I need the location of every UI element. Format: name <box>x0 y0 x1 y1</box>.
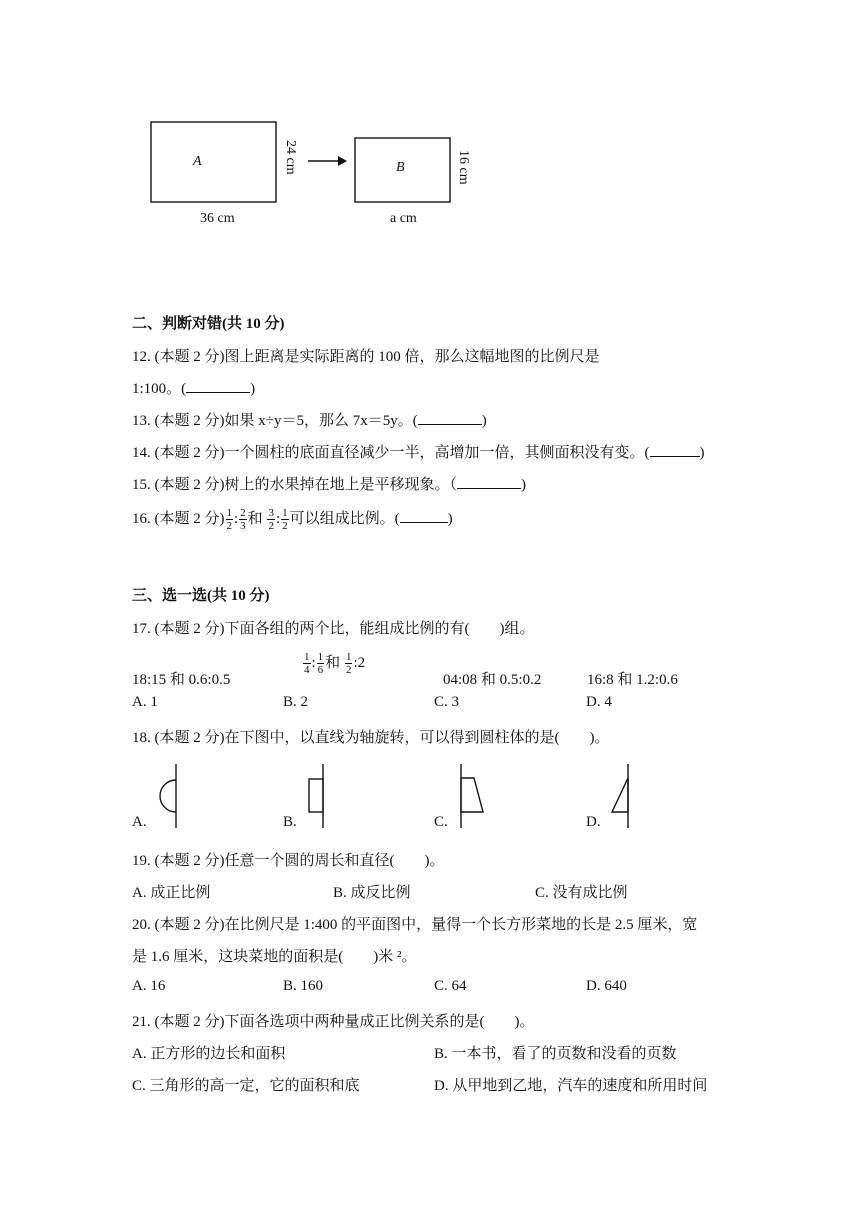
fraction <box>303 651 311 676</box>
question-14 <box>132 441 705 462</box>
q20-option-d[interactable]: D. 640 <box>586 978 627 994</box>
fraction-numerator: 1 <box>317 651 324 664</box>
q21-option-b[interactable]: B. 一本书，看了的页数和没看的页数 <box>434 1046 677 1062</box>
q20-option-a[interactable]: A. 16 <box>132 978 166 994</box>
fraction-numerator: 1 <box>304 651 310 664</box>
fraction-denominator: 4 <box>304 664 310 677</box>
question-19: 19. (本题 2 分)任意一个圆的周长和直径( )。 <box>132 853 445 869</box>
rectangle-figure <box>0 0 868 240</box>
rectangle-a-width-label: 36 cm <box>200 211 235 226</box>
q17-option-a[interactable]: A. 1 <box>132 694 158 710</box>
q19-option-b[interactable]: B. 成反比例 <box>333 885 411 901</box>
rectangle-a-label: A <box>193 154 202 169</box>
fraction-numerator: 1 <box>282 507 288 520</box>
rectangle-b-height-label: 16 cm <box>456 150 471 185</box>
question-14-text: 14. (本题 2 分)一个圆柱的底面直径减少一半，高增加一倍，其侧面积没有变。( <box>132 445 650 461</box>
q18-option-b[interactable]: B. <box>283 814 297 830</box>
rectangle-a-height-label: 24 cm <box>283 140 298 175</box>
q18-figure-d <box>612 764 628 828</box>
question-21: 21. (本题 2 分)下面各选项中两种量成正比例关系的是( )。 <box>132 1014 535 1030</box>
fraction <box>226 507 234 532</box>
question-17-group-3: 04:08 和 0.5:0.2 <box>443 672 542 688</box>
q21-option-d[interactable]: D. 从甲地到乙地，汽车的速度和所用时间 <box>434 1078 708 1094</box>
and-text: 和 <box>247 511 263 527</box>
q21-option-a[interactable]: A. 正方形的边长和面积 <box>132 1046 286 1062</box>
fraction-numerator: 1 <box>226 507 232 520</box>
group-2-tail: :2 <box>353 655 366 671</box>
question-13-answer-blank[interactable] <box>418 410 482 425</box>
question-14-answer-blank[interactable] <box>650 442 700 457</box>
fraction-numerator: 1 <box>345 651 352 664</box>
question-13 <box>132 409 487 430</box>
q18-option-c[interactable]: C. <box>434 814 448 830</box>
fraction <box>267 507 275 532</box>
fraction-denominator: 2 <box>226 520 232 533</box>
fraction <box>239 507 247 532</box>
question-20-line2: 是 1.6 厘米，这块菜地的面积是( )米 ²。 <box>132 949 417 965</box>
question-14-close: ) <box>699 445 705 461</box>
question-15-answer-blank[interactable] <box>457 474 521 489</box>
fraction <box>281 507 289 532</box>
question-17: 17. (本题 2 分)下面各组的两个比，能组成比例的有( )组。 <box>132 621 535 637</box>
fraction-denominator: 6 <box>317 664 324 677</box>
fraction-numerator: 2 <box>240 507 246 520</box>
rectangle-b-label: B <box>396 160 405 175</box>
fraction-denominator: 2 <box>345 664 352 677</box>
question-16-answer-blank[interactable] <box>400 508 448 523</box>
question-15-close: ) <box>521 477 526 493</box>
question-18: 18. (本题 2 分)在下图中，以直线为轴旋转，可以得到圆柱体的是( )。 <box>132 730 610 746</box>
question-16-suffix: 可以组成比例。( <box>289 511 400 527</box>
fraction-numerator: 3 <box>268 507 274 520</box>
section2-heading: 二、判断对错(共 10 分) <box>132 316 285 332</box>
question-13-text: 13. (本题 2 分)如果 x÷y＝5，那么 7x＝5y。( <box>132 413 418 429</box>
q20-option-c[interactable]: C. 64 <box>434 978 467 994</box>
rectangle-a <box>151 122 276 202</box>
question-15 <box>132 473 526 494</box>
question-16: 16. (本题 2 分) $\frac{1}{2}$ : $\frac{2}{3}$ 和 $\frac{3}{2}$ : $\frac{1}{2}$ 可以组成比例。( ) <box>132 507 453 533</box>
q18-option-d[interactable]: D. <box>586 814 601 830</box>
fraction <box>345 651 353 676</box>
rectangle-b-width-label: a cm <box>390 211 417 226</box>
q19-option-c[interactable]: C. 没有成比例 <box>535 885 628 901</box>
q17-option-c[interactable]: C. 3 <box>434 694 460 710</box>
q19-option-a[interactable]: A. 成正比例 <box>132 885 211 901</box>
q18-figure-b <box>309 764 323 828</box>
fraction-denominator: 2 <box>268 520 274 533</box>
section3-heading: 三、选一选(共 10 分) <box>132 588 270 604</box>
q17-option-d[interactable]: D. 4 <box>586 694 612 710</box>
question-12-text: 1:100。( <box>132 381 187 397</box>
question-17-group-1: 18:15 和 0.6:0.5 <box>132 672 231 688</box>
question-20-line1: 20. (本题 2 分)在比例尺是 1:400 的平面图中，量得一个长方形菜地的长是 2.5 厘米，宽 <box>132 917 698 933</box>
q18-figure-a <box>160 764 176 828</box>
question-16-close: ) <box>447 511 453 527</box>
q17-option-b[interactable]: B. 2 <box>283 694 309 710</box>
fraction-denominator: 2 <box>282 520 288 533</box>
fraction <box>317 651 325 676</box>
q18-figure-c <box>461 764 483 828</box>
question-17-group-2: $\frac{1}{4}$ : $\frac{1}{6}$ 和 $\frac{1}{2}$ :2 <box>304 651 366 677</box>
q21-option-c[interactable]: C. 三角形的高一定，它的面积和底 <box>132 1078 360 1094</box>
question-17-group-4: 16:8 和 1.2:0.6 <box>587 672 678 688</box>
question-12-line1: 12. (本题 2 分)图上距离是实际距离的 100 倍，那么这幅地图的比例尺是 <box>132 349 600 365</box>
question-12-close: ) <box>250 381 256 397</box>
question-13-close: ) <box>481 413 487 429</box>
question-12-answer-blank[interactable] <box>186 378 250 393</box>
and-text: 和 <box>325 655 341 671</box>
question-16-prefix: 16. (本题 2 分) <box>132 511 225 527</box>
q20-option-b[interactable]: B. 160 <box>283 978 324 994</box>
arrow-head <box>338 156 347 166</box>
q18-option-a[interactable]: A. <box>132 814 147 830</box>
fraction-denominator: 3 <box>240 520 246 533</box>
question-12-line2 <box>132 377 255 398</box>
question-15-text: 15. (本题 2 分)树上的水果掉在地上是平移现象。（ <box>132 477 457 493</box>
